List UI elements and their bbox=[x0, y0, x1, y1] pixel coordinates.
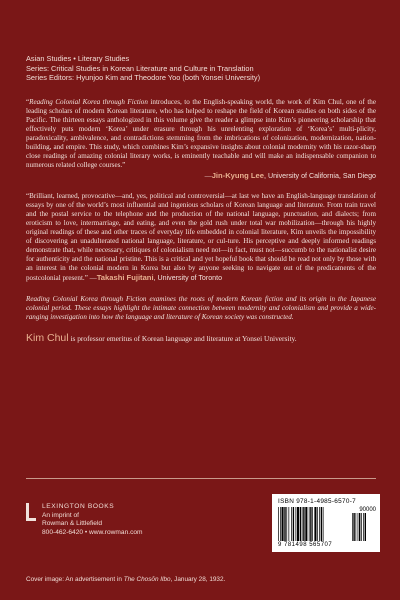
attribution-dash: — bbox=[89, 274, 97, 283]
price-code: 90000 bbox=[359, 507, 376, 513]
barcode-icon bbox=[278, 507, 374, 541]
series-line: Series: Critical Studies in Korean Literature and Culture in Translation bbox=[26, 63, 254, 73]
endorser-name: Takashi Fujitani bbox=[96, 273, 154, 283]
barcode-digits: 9 781498 565707 bbox=[278, 542, 333, 548]
divider bbox=[26, 478, 376, 479]
author-bio bbox=[26, 333, 376, 344]
endorsement-2-text: “Brilliant, learned, provocative—and, yes, political and controversial—at last we have an English-language translation of essays by one of the world’s most influential and ingenious scholars of Korean language and literature. From train travel and the postal service to the telephone and the production of the national language, punctuation, and dialects; from eroticism to love, intermarriage, and eating, and even the gold rush under total war mobilization—through his highly original readings of these and other traces of everyday life embedded in colonial literature, Kim unveils the impossibility of discovering an unadulterated national language, literature, or cul-ture. His perceptive and deeply informed readings demonstrate that, while necessary, critiques of colonialism need not—in fact, must not—succumb to the nationalist desire for authenticity and the national pristine. This is a critical and yet hopeful book that should be read not only by those with an interest in the colonial modern in Korea but also by anyone seeking to navigate out of the predicaments of the postcolonial present.” bbox=[26, 191, 376, 283]
endorsement-1-book-title: Reading Colonial Korea through Fiction bbox=[29, 97, 148, 106]
cover-image-caption bbox=[26, 576, 225, 583]
publisher-imprint-line: An imprint of bbox=[42, 511, 80, 519]
description-text: examines the roots of modern Korean fiction and its origin in the Japanese colonial period. These essays highlight the intimate connection between modernity and colonialism and provide a wide-ranging investigation into how the language and literature of Korean society was constructed. bbox=[26, 294, 376, 321]
lexington-logo-icon bbox=[26, 503, 36, 521]
author-bio-text: is professor emeritus of Korean language and literature at Yonsei University. bbox=[68, 333, 297, 343]
endorser-affiliation: , University of Toronto bbox=[153, 274, 223, 283]
publisher-contact-line: 800-462-6420 • www.rowman.com bbox=[42, 528, 143, 536]
series-header bbox=[26, 54, 376, 83]
endorsement-1 bbox=[26, 98, 376, 171]
back-cover-content bbox=[26, 54, 376, 344]
caption-suffix: , January 28, 1932. bbox=[170, 576, 226, 583]
publisher-block bbox=[26, 503, 143, 537]
attribution-dash: — bbox=[204, 171, 212, 180]
endorser-affiliation: , University of California, San Diego bbox=[264, 171, 376, 180]
isbn-label: ISBN 978-1-4985-6570-7 bbox=[278, 498, 357, 505]
endorsement-2 bbox=[26, 192, 376, 284]
subject-line: Asian Studies • Literary Studies bbox=[26, 54, 130, 63]
barcode bbox=[272, 494, 380, 552]
publisher-parent-line: Rowman & Littlefield bbox=[42, 520, 103, 528]
publisher-info bbox=[42, 503, 143, 537]
description-book-title: Reading Colonial Korea through Fiction bbox=[26, 294, 147, 303]
publisher-name: LEXINGTON BOOKS bbox=[42, 503, 115, 510]
book-description bbox=[26, 295, 376, 322]
caption-source: The Chosŏn Ilbo bbox=[123, 576, 171, 583]
endorsement-2-attribution bbox=[90, 274, 222, 282]
endorsement-1-text: introduces, to the English-speaking world, the work of Kim Chul, one of the leading scholars of modern Korean literature, who has helped to reshape the field of Korean studies on both sides of the Pacific. The thirteen essays anthologized in this volume give the reader a glimpse into Kim’s pioneering scholarship that effectively puts modern ‘Korea’ under erasure through his unrelenting exploration of ‘Korea’s’ multi-plicity, paradoxicality, ambivalence, and contradictions stemming from the imbrications of colonization, modernization, nation-building, and empire. This study, which combines Kim’s expansive insights about colonial modernity with his razor-sharp close readings of amazing colonial literary works, is eminently teachable and will make an indispensable companion to numerous related college courses.” bbox=[26, 97, 376, 170]
endorsement-1-open-quote: “ bbox=[26, 97, 30, 106]
caption-prefix: Cover image: An advertisement in bbox=[26, 576, 124, 583]
author-name: Kim Chul bbox=[26, 331, 69, 344]
series-editors-line: Series Editors: Hyunjoo Kim and Theodore Yoo (both Yonsei University) bbox=[26, 73, 261, 83]
endorsement-1-attribution bbox=[26, 171, 376, 181]
endorser-name: Jin-Kyung Lee bbox=[211, 170, 265, 180]
